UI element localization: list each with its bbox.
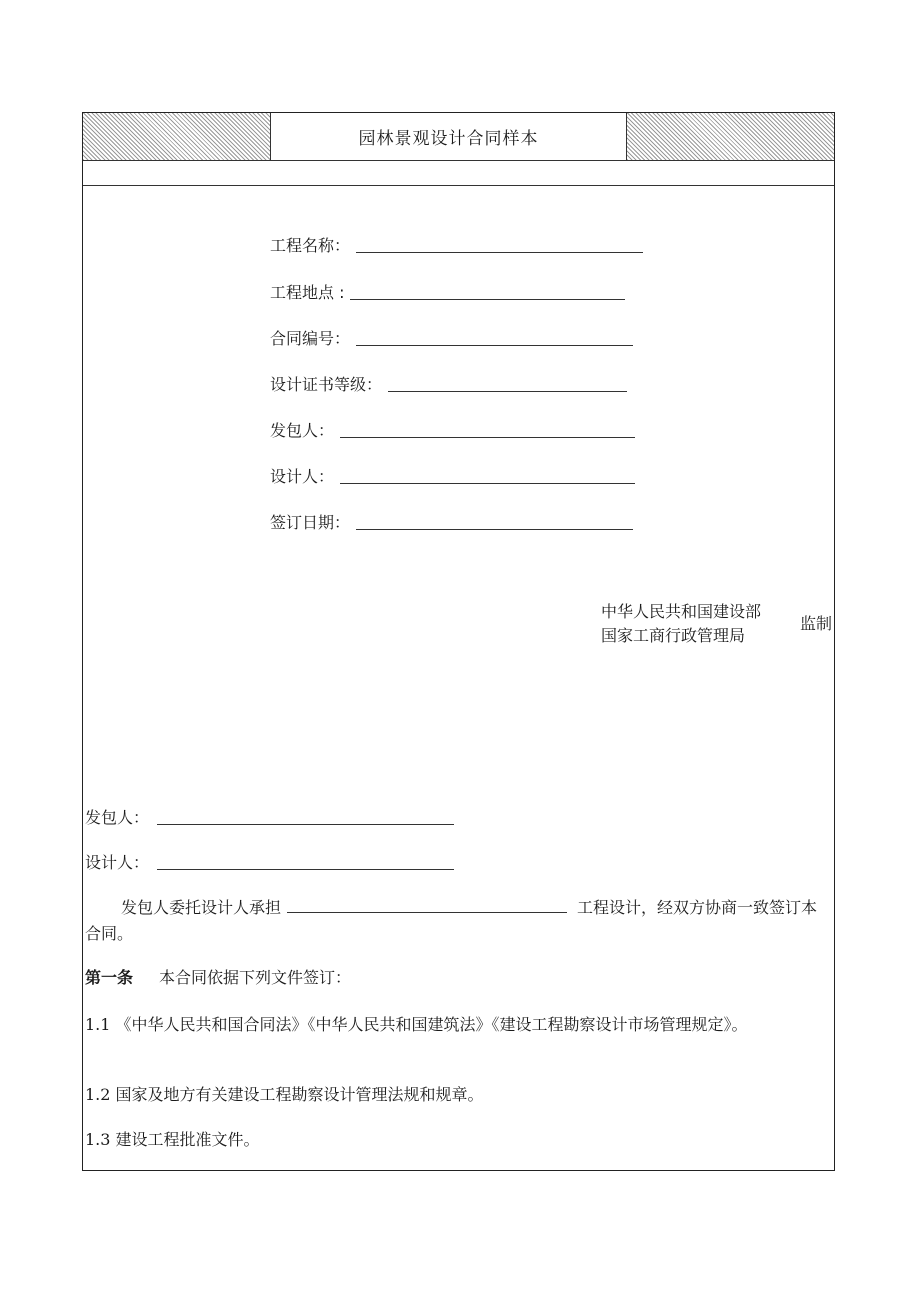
field-label: 工程名称：	[270, 236, 351, 255]
fill-in-line[interactable]	[356, 528, 633, 530]
authority-line-2: 国家工商行政管理局	[601, 626, 746, 645]
article-1	[85, 965, 833, 991]
header-sub-divider	[83, 185, 834, 186]
party-label: 发包人：	[85, 808, 150, 827]
clause-1-3: 1.3 建设工程批准文件。	[85, 1130, 260, 1149]
header-left-hatch	[83, 113, 271, 160]
field-label: 发包人：	[270, 421, 335, 440]
field-label: 合同编号：	[270, 329, 351, 348]
field-employer	[270, 418, 635, 441]
field-label: 设计人：	[270, 467, 335, 486]
intro-text-before: 发包人委托设计人承担	[121, 898, 282, 917]
party-employer	[85, 805, 454, 828]
fill-in-line[interactable]	[340, 482, 635, 484]
fill-in-line[interactable]	[356, 344, 633, 346]
field-project-name	[270, 233, 643, 256]
header-divider	[83, 160, 834, 161]
project-name-blank[interactable]	[287, 897, 567, 913]
field-project-location	[270, 280, 625, 303]
field-designer	[270, 464, 635, 487]
document-title: 园林景观设计合同样本	[358, 129, 539, 149]
party-designer	[85, 850, 454, 873]
fill-in-line[interactable]	[356, 251, 643, 253]
fill-in-line[interactable]	[157, 868, 454, 870]
field-certificate-grade	[270, 372, 627, 395]
article-text: 本合同依据下列文件签订：	[159, 968, 352, 987]
contract-frame	[82, 112, 835, 1171]
clause-1-1: 1.1 《中华人民共和国合同法》《中华人民共和国建筑法》《建设工程勘察设计市场管理规定》。	[85, 1015, 748, 1034]
fill-in-line[interactable]	[157, 823, 454, 825]
supervising-authorities	[601, 600, 761, 648]
party-label: 设计人：	[85, 853, 150, 872]
fill-in-line[interactable]	[340, 436, 635, 438]
supervised-by-label: 监制	[800, 614, 833, 633]
fill-in-line[interactable]	[350, 298, 625, 300]
field-contract-number	[270, 326, 633, 349]
clause-1-2: 1.2 国家及地方有关建设工程勘察设计管理法规和规章。	[85, 1085, 484, 1104]
field-signing-date	[270, 510, 633, 533]
intro-text-after: 工程设计，经双方协商一致签订本合同。	[85, 898, 818, 943]
fill-in-line[interactable]	[388, 390, 627, 392]
header-right-hatch	[626, 113, 834, 160]
field-label: 签订日期：	[270, 513, 351, 532]
authority-line-1: 中华人民共和国建设部	[601, 602, 762, 621]
field-label: 工程地点 :	[270, 283, 345, 302]
field-label: 设计证书等级：	[270, 375, 383, 394]
article-heading: 第一条	[85, 968, 134, 987]
intro-paragraph	[85, 895, 833, 947]
